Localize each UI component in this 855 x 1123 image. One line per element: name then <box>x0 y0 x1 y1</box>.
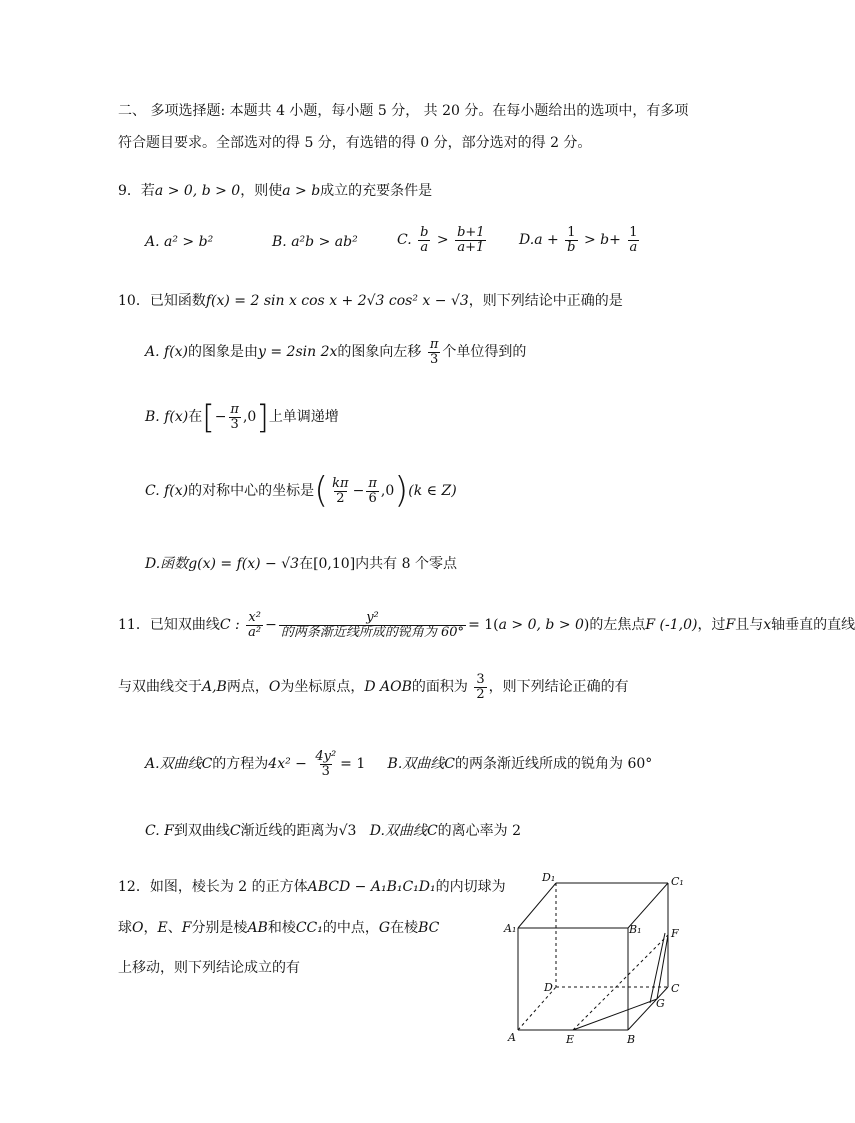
label-c1: C₁ <box>671 875 684 888</box>
q10-option-c: C. f(x)的对称中心的坐标是( $\frac{k\pi}{2}$ − $\frac{\pi}{6}$ ,0)(k ∈ Z) <box>145 470 457 511</box>
q9-option-d: D.a + $\frac{1}{b}$ > b+ $\frac{1}{a}$ <box>519 225 638 255</box>
label-d1: D₁ <box>542 871 556 884</box>
edge-b1c1 <box>628 883 668 928</box>
section-header-line2: 符合题目要求。全部选对的得 5 分，有选错的得 0 分，部分选对的得 2 分。 <box>118 135 592 151</box>
segment-eg <box>573 999 657 1030</box>
q12-stem-line3: 上移动，则下列结论成立的有 <box>118 960 300 976</box>
q11-stem-line1: 11．已知双曲线C : $\frac{\text{x²}}{\text{a²}}$ − $\frac{\text{y²}}{\text{的两条渐近线所成的锐角为 60°}}$ = 1(a > 0, b > 0)的左焦点F (-1,0)，过F且与x轴垂直的直线 <box>118 610 855 640</box>
q10-option-a: A. f(x)的图象是由y = 2sin 2x的图象向左移 $\frac{\pi}{3}$ 个单位得到的 <box>145 337 527 367</box>
q12-stem-line2: 球O，E、F分别是棱AB和棱CC₁的中点，G在棱BC <box>118 920 440 936</box>
q9-option-a: A. a² > b² <box>145 234 214 250</box>
q10-stem: 10．已知函数f(x) = 2 sin x cos x + 2√3 cos² x − √3，则下列结论中正确的是 <box>118 293 623 309</box>
q12-stem-line1: 12．如图，棱长为 2 的正方体ABCD − A₁B₁C₁D₁的内切球为 <box>118 879 506 895</box>
q10-option-d: D.函数g(x) = f(x) − √3在[0,10]内共有 8 个零点 <box>145 556 457 572</box>
label-f: F <box>671 927 679 940</box>
label-a: A <box>508 1031 516 1044</box>
q11-options-ab: A.双曲线C的方程为4x² − $\frac{\text{4y²}}{3}$ = 1 B.双曲线C的两条渐近线所成的锐角为 60° <box>145 749 653 779</box>
section-header-line1: 二、 多项选择题: 本题共 4 小题，每小题 5 分， 共 20 分。在每小题给出的选项中，有多项 <box>118 103 689 119</box>
label-d: D <box>544 981 553 994</box>
q11-options-cd: C. F到双曲线C渐近线的距离为√3 D.双曲线C的离心率为 2 <box>145 823 522 839</box>
label-c: C <box>671 982 680 995</box>
q10-option-b: B. f(x)在[− $\frac{\pi}{3}$ ,0]上单调递增 <box>145 398 339 436</box>
label-g: G <box>656 997 665 1010</box>
q9-option-c: C. $\frac{b}{a}$ > $\frac{b+1}{a+1}$ <box>397 225 485 255</box>
label-a1: A₁ <box>504 922 517 935</box>
cube-figure <box>500 865 700 1050</box>
label-e: E <box>566 1033 575 1046</box>
q9-option-b: B. a²b > ab² <box>272 234 358 250</box>
edge-a1d1 <box>518 883 556 928</box>
q9-stem: 9．若a > 0, b > 0，则使a > b成立的充要条件是 <box>118 183 433 199</box>
q11-stem-line2: 与双曲线交于A,B两点，O为坐标原点，D AOB的面积为 $\frac{3}{2}$ ，则下列结论正确的有 <box>118 672 629 702</box>
label-b: B <box>627 1033 636 1046</box>
label-b1: B₁ <box>629 923 642 936</box>
segment-ef-hidden <box>573 935 668 1030</box>
